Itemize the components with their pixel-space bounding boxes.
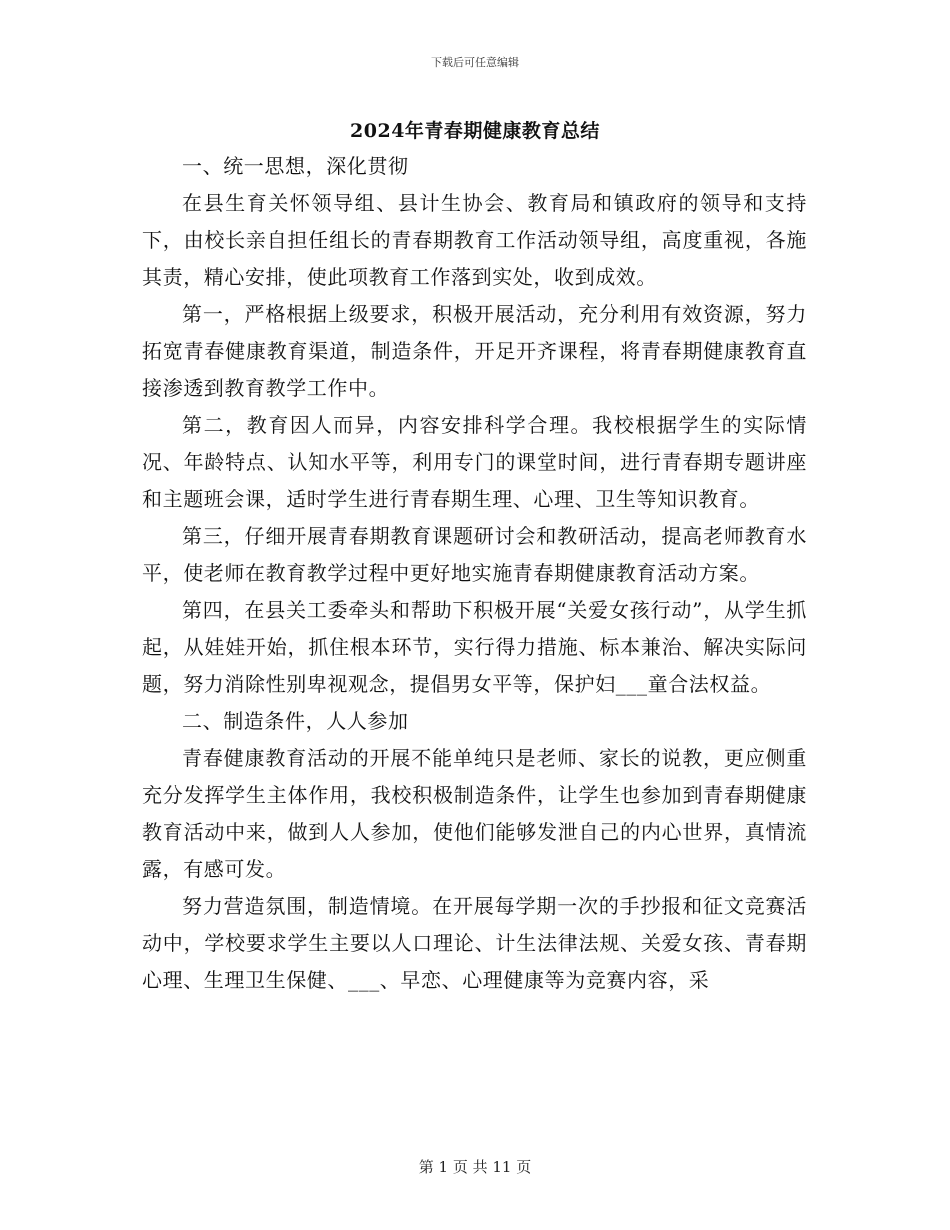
- paragraph: 第四，在县关工委牵头和帮助下积极开展“关爱女孩行动”，从学生抓起，从娃娃开始，抓住根本环节，实行得力措施、标本兼治、解决实际问题，努力消除性别卑视观念，提倡男女平等，保护妇___童合法权益。: [142, 598, 807, 696]
- paragraph: 第二，教育因人而异，内容安排科学合理。我校根据学生的实际情况、年龄特点、认知水平等，利用专门的课堂时间，进行青春期专题讲座和主题班会课，适时学生进行青春期生理、心理、卫生等知识教育。: [142, 413, 807, 511]
- document-body: [142, 148, 807, 999]
- paragraph: 青春健康教育活动的开展不能单纯只是老师、家长的说教，更应侧重充分发挥学生主体作用，我校积极制造条件，让学生也参加到青春期健康教育活动中来，做到人人参加，使他们能够发泄自己的内心世界，真情流露，有感可发。: [142, 746, 807, 881]
- paragraph: 在县生育关怀领导组、县计生协会、教育局和镇政府的领导和支持下，由校长亲自担任组长的青春期教育工作活动领导组，高度重视，各施其责，精心安排，使此项教育工作落到实处，收到成效。: [142, 191, 807, 289]
- document-title: 2024年青春期健康教育总结: [350, 120, 600, 142]
- paragraph: 第一，严格根据上级要求，积极开展活动，充分利用有效资源，努力拓宽青春健康教育渠道，制造条件，开足开齐课程，将青春期健康教育直接渗透到教育教学工作中。: [142, 302, 807, 400]
- header-note: 下载后可任意编辑: [431, 56, 519, 69]
- page-footer: 第 1 页 共 11 页: [418, 1158, 532, 1176]
- section-heading-2: 二、制造条件，人人参加: [182, 709, 409, 733]
- section-heading-1: 一、统一思想，深化贯彻: [182, 154, 409, 178]
- paragraph: 第三，仔细开展青春期教育课题研讨会和教研活动，提高老师教育水平，使老师在教育教学过程中更好地实施青春期健康教育活动方案。: [142, 524, 807, 585]
- paragraph: 努力营造氛围，制造情境。在开展每学期一次的手抄报和征文竞赛活动中，学校要求学生主要以人口理论、计生法律法规、关爱女孩、青春期心理、生理卫生保健、___、早恋、心理健康等为竞赛内容，采: [142, 894, 807, 992]
